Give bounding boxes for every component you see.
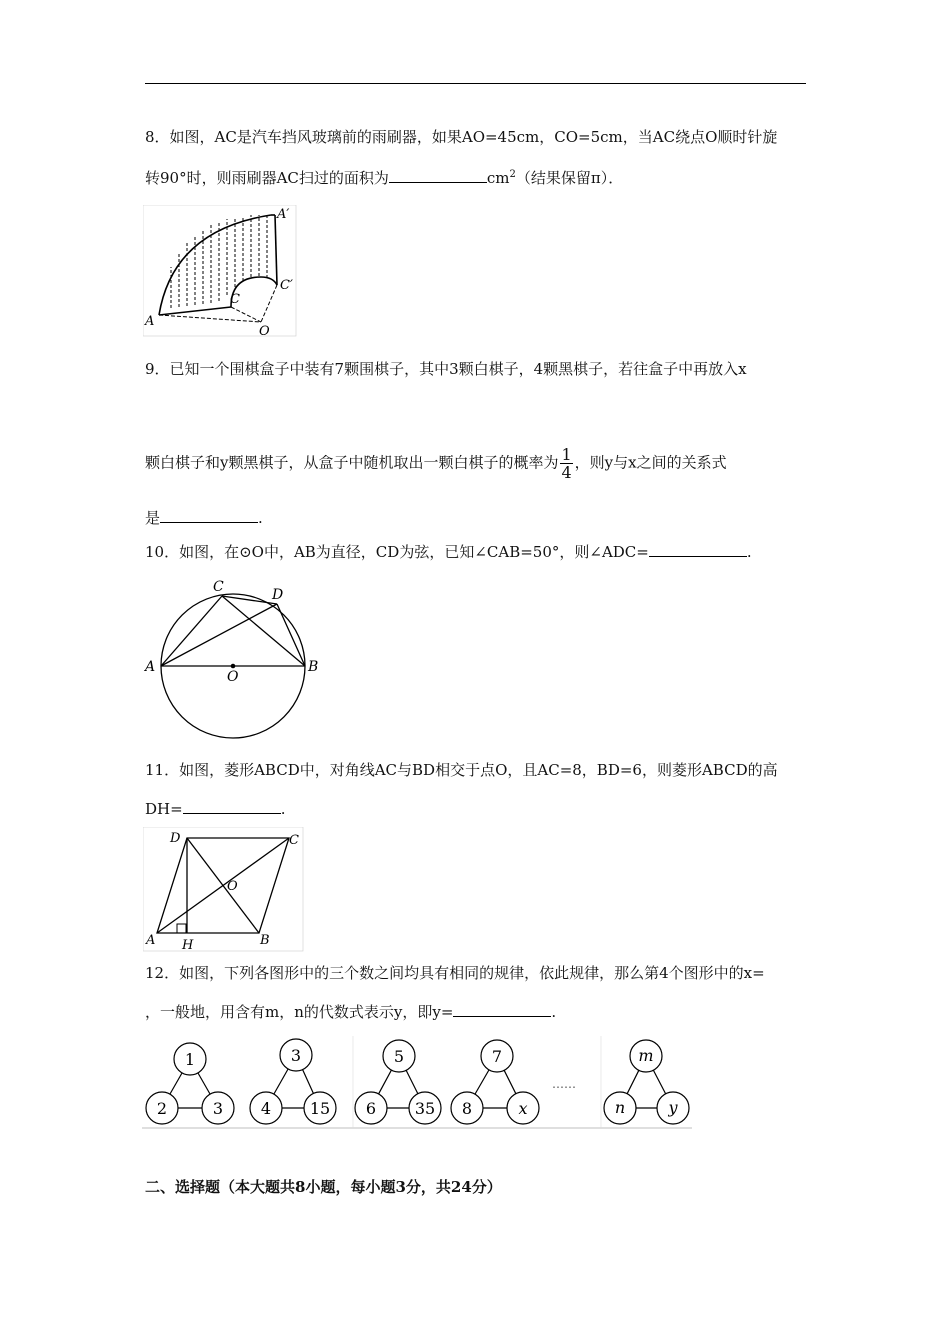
q10-line1: 10．如图，在⊙O中，AB为直径，CD为弦，已知∠CAB=50°，则∠ADC= . [145, 543, 752, 561]
q12-answer-blank[interactable] [453, 1002, 551, 1017]
q12-fig4-top: 7 [491, 1047, 503, 1066]
q10-label-B: B [308, 659, 319, 675]
q11-label-B: B [260, 933, 270, 948]
q8-label-C-prime: C′ [280, 278, 293, 293]
q12-fig1-top: 1 [184, 1050, 196, 1069]
q8-text-a: 转90°时，则雨刷器AC扫过的面积为 [145, 169, 389, 187]
q9-fraction [560, 446, 572, 481]
q12-ellipsis: …… [552, 1077, 576, 1091]
q9-text-b: ，则y与x之间的关系式 [574, 453, 727, 472]
q12-pattern-figure [142, 1036, 694, 1132]
q9-line1: 9．已知一个围棋盒子中装有7颗围棋子，其中3颗白棋子，4颗黑棋子，若往盒子中再放入x [145, 360, 747, 378]
q8-unit: cm [486, 169, 510, 187]
q12-fig5-left: n [614, 1098, 626, 1117]
q10-circle-figure [142, 577, 327, 739]
q11-label-H: H [182, 938, 194, 953]
q12-line2: ，一般地，用含有m，n的代数式表示y，即y= . [145, 1003, 557, 1021]
q10-label-O: O [227, 669, 239, 685]
q12-text-a: ，一般地，用含有m，n的代数式表示y，即y= [145, 1003, 454, 1021]
q9-fraction-numerator: 1 [561, 445, 572, 464]
q11-answer-blank[interactable] [183, 799, 281, 814]
q11-text-a: DH= [145, 800, 183, 818]
q10-answer-blank[interactable] [649, 542, 747, 557]
q10-label-D: D [272, 587, 284, 603]
q11-line2: DH= . [145, 800, 286, 818]
q9-line3: 是 . [145, 509, 263, 527]
q10-label-A: A [145, 659, 156, 675]
q12-fig2-top: 3 [290, 1046, 302, 1065]
q11-label-C: C [289, 833, 299, 848]
q12-figure-5 [604, 1040, 689, 1124]
q12-figure-3 [355, 1040, 441, 1124]
q8-unit-sup: 2 [509, 169, 516, 180]
q12-fig5-top: m [638, 1046, 654, 1065]
q12-fig2-left: 4 [260, 1099, 272, 1118]
q11-line1: 11．如图，菱形ABCD中，对角线AC与BD相交于点O，且AC=8，BD=6，则菱形ABCD的高 [145, 761, 778, 779]
q9-answer-blank[interactable] [160, 508, 258, 523]
q11-label-D: D [170, 831, 181, 846]
q12-fig3-left: 6 [365, 1099, 377, 1118]
q8-text-c: （结果保留π）． [515, 169, 624, 187]
q8-label-A: A [145, 314, 155, 329]
q12-line1: 12．如图，下列各图形中的三个数之间均具有相同的规律，依此规律，那么第4个图形中的x= [145, 964, 765, 982]
section-2-heading: 二、选择题（本大题共8小题，每小题3分，共24分） [145, 1178, 502, 1196]
q9-text-a: 颗白棋子和y颗黑棋子，从盒子中随机取出一颗白棋子的概率为 [145, 453, 559, 472]
q9-line2 [145, 446, 727, 481]
q12-fig5-right: y [668, 1098, 678, 1117]
q11-rhombus-figure [143, 827, 305, 953]
q11-label-O: O [227, 879, 238, 894]
q12-fig3-top: 5 [393, 1047, 405, 1066]
q8-label-O: O [259, 324, 270, 337]
header-rule [145, 83, 806, 84]
q12-fig4-right: x [518, 1099, 528, 1118]
q8-answer-blank[interactable] [389, 168, 487, 183]
q12-fig4-left: 8 [461, 1099, 473, 1118]
q12-fig1-right: 3 [212, 1099, 224, 1118]
q12-figure-4 [451, 1040, 539, 1124]
q12-fig3-right: 35 [414, 1099, 436, 1118]
q9-fraction-denominator: 4 [561, 463, 572, 482]
q11-label-A: A [146, 933, 156, 948]
q10-label-C: C [213, 579, 224, 595]
q12-figure-2 [250, 1039, 336, 1124]
q8-label-A-prime: A′ [277, 207, 290, 222]
q8-wiper-figure [143, 205, 298, 337]
q12-figure-1 [146, 1043, 234, 1124]
q8-line1: 8．如图，AC是汽车挡风玻璃前的雨刷器，如果AO=45cm，CO=5cm，当AC绕点O顺时针旋 [145, 128, 778, 146]
q9-text-c: 是 [145, 509, 161, 527]
q8-label-C: C [230, 292, 240, 307]
q12-fig2-right: 15 [309, 1099, 331, 1118]
q12-fig1-left: 2 [156, 1099, 168, 1118]
q10-text-a: 10．如图，在⊙O中，AB为直径，CD为弦，已知∠CAB=50°，则∠ADC= [145, 543, 649, 561]
q8-line2 [145, 165, 623, 188]
